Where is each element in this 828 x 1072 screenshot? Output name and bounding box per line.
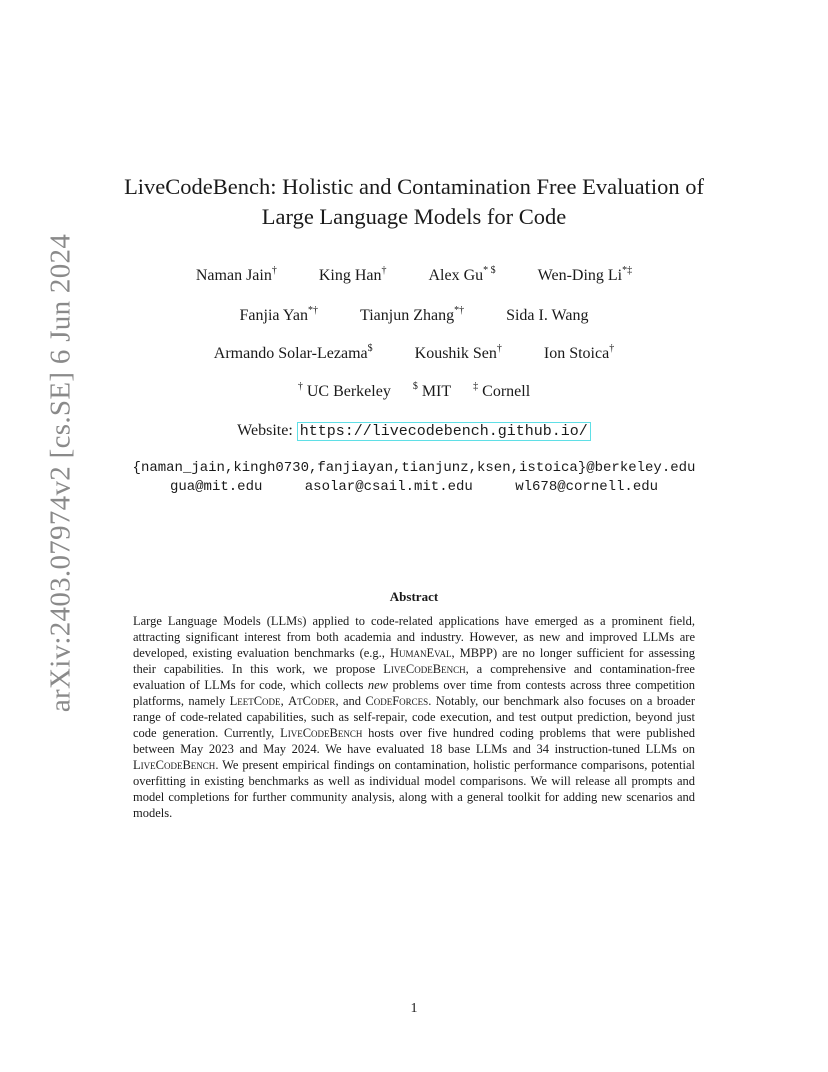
email-line-2 xyxy=(0,478,828,497)
author: Naman Jain† xyxy=(195,265,277,284)
website-label: Website: xyxy=(237,422,293,439)
author: Sida I. Wang xyxy=(506,307,589,324)
author: Alex Gu* $ xyxy=(428,265,496,284)
author-row-1 xyxy=(100,266,728,286)
author-row-2 xyxy=(100,306,728,326)
abstract-body: Large Language Models (LLMs) applied to code-related applications have emerged as a prominent field, attracting significant interest from both academia and industry. However, as new and improved LLMs are developed, existing evaluation benchmarks (e.g., HumanEval, MBPP) are no longer sufficient for assessing their capabilities. In this work, we propose LiveCodeBench, a comprehensive and contamination-free evaluation of LLMs for code, which collects new problems over time from contests across three competition platforms, namely LeetCode, AtCoder, and CodeForces. Notably, our benchmark also focuses on a broader range of code-related capabilities, such as self-repair, code execution, and test output prediction, beyond just code generation. Currently, LiveCodeBench hosts over five hundred coding problems that were published between May 2023 and May 2024. We have evaluated 18 base LLMs and 34 instruction-tuned LLMs on LiveCodeBench. We present empirical findings on contamination, holistic performance comparisons, potential overfitting in existing benchmarks as well as individual model comparisons. We will release all prompts and model completions for further community analysis, along with a general toolkit for adding new scenarios and models. xyxy=(133,614,695,820)
website-line xyxy=(0,420,828,443)
author-row-3 xyxy=(100,344,728,364)
author: Fanjia Yan*† xyxy=(239,305,318,324)
title-line-1: LiveCodeBench: Holistic and Contamination Free Evaluation of xyxy=(124,174,704,199)
affiliation: † UC Berkeley xyxy=(297,381,391,400)
email-mit: gua@mit.edu xyxy=(169,479,263,495)
author: Wen-Ding Li*‡ xyxy=(537,265,633,284)
affiliation: $ MIT xyxy=(412,381,452,400)
author: Armando Solar-Lezama$ xyxy=(213,343,373,362)
email-csail: asolar@csail.mit.edu xyxy=(304,479,473,495)
email-line-1: {naman_jain,kingh0730,fanjiayan,tianjunz,ksen,istoica}@berkeley.edu xyxy=(132,460,696,476)
author: Tianjun Zhang*† xyxy=(359,305,465,324)
author: King Han† xyxy=(318,265,387,284)
author: Koushik Sen† xyxy=(414,343,502,362)
affiliations xyxy=(100,382,728,402)
arxiv-identifier: arXiv:2403.07974v2 [cs.SE] 6 Jun 2024 xyxy=(44,233,77,713)
author: Ion Stoica† xyxy=(543,343,615,362)
paper-title xyxy=(100,172,728,232)
affiliation: ‡ Cornell xyxy=(473,381,531,400)
title-line-2: Large Language Models for Code xyxy=(261,204,567,229)
email-cornell: wl678@cornell.edu xyxy=(515,479,659,495)
page-number: 1 xyxy=(410,1001,418,1016)
abstract-heading: Abstract xyxy=(389,589,439,604)
website-link[interactable]: https://livecodebench.github.io/ xyxy=(297,422,591,441)
